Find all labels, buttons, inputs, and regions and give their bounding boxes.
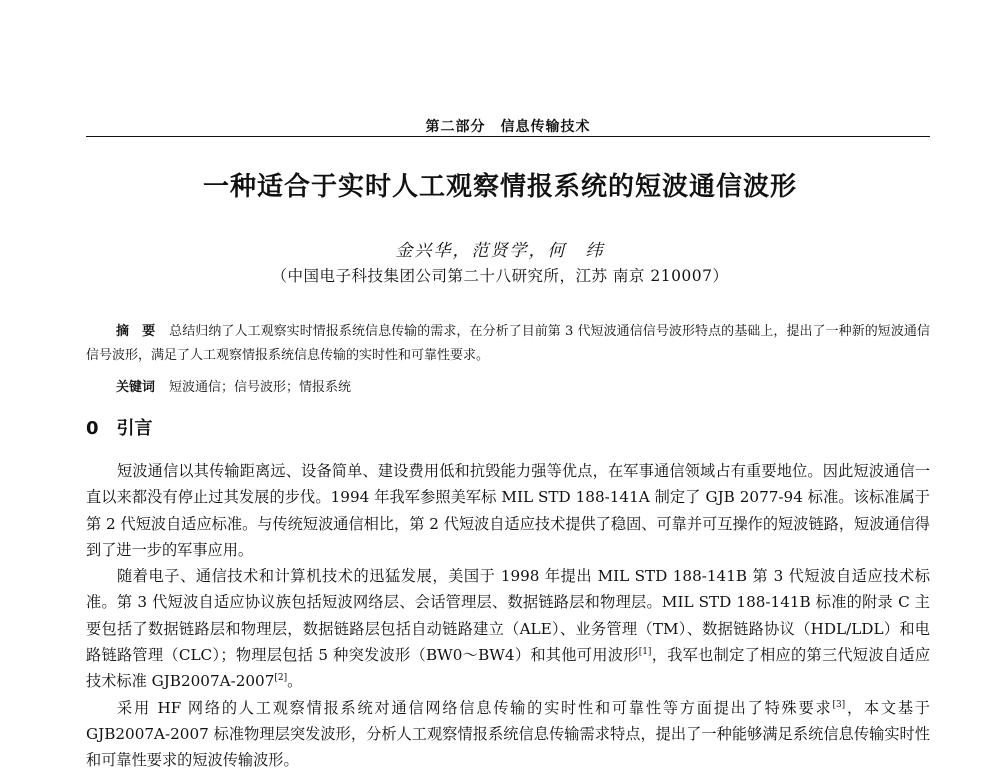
paragraph-text: ，本文基于 GJB2007A-2007 标准物理层突发波形，分析人工观察情报系统信息传输需求特点，提出了一种能够满足系统信息传输实时性和可靠性要求的短波传输波形。 bbox=[86, 698, 930, 770]
paragraph-text: 短波通信以其传输距离远、设备简单、建设费用低和抗毁能力强等优点，在军事通信领域占有重要地位。因此短波通信一直以来都没有停止过其发展的步伐。1994 年我军参照美军标 MIL STD 188-141A 制定了 GJB 2077-94 标准。该标准属于第 2 代短波自适应标准。与传统短波通信相比，第 2 代短波自适应技术提供了稳固、可靠并可互操作的短波链路，短波通信得到了进一步的军事应用。 bbox=[86, 462, 930, 559]
abstract-label: 摘 要 bbox=[116, 324, 156, 339]
paper-title: 一种适合于实时人工观察情报系统的短波通信波形 bbox=[202, 172, 797, 202]
abstract-text: 总结归纳了人工观察实时情报系统信息传输的需求，在分析了目前第 3 代短波通信信号波形特点的基础上，提出了一种新的短波通信信号波形，满足了人工观察情报系统信息传输的实时性和可靠性要求。 bbox=[86, 324, 930, 363]
citation: [1] bbox=[638, 647, 652, 658]
paragraph bbox=[86, 458, 930, 563]
header-rule bbox=[86, 136, 930, 137]
paragraph-text: ，我军也制定了相应的第三代短波自适应技术标准 GJB2007A-2007 bbox=[86, 646, 931, 691]
body-text bbox=[86, 458, 930, 774]
keywords-text: 短波通信；信号波形；情报系统 bbox=[169, 380, 352, 395]
section-number: 0 bbox=[86, 418, 99, 439]
paragraph-text: 随着电子、通信技术和计算机技术的迅猛发展，美国于 1998 年提出 MIL STD 188-141B 第 3 代短波自适应技术标准。第 3 代短波自适应协议族包括短波网络层、会话管理层、数据链路层和物理层。MIL STD 188-141B 标准的附录 C 主要包括了数据链路层和物理层，数据链路层包括自动链路建立（ALE）、业务管理（TM）、数据链路协议（HDL/LDL）和电路链路管理（CLC）；物理层包括 5 种突发波形（BW0～BW4）和其他可用波形 bbox=[86, 567, 930, 665]
paragraph-text: 采用 HF 网络的人工观察情报系统对通信网络信息传输的实时性和可靠性等方面提出了特殊要求 bbox=[117, 698, 833, 717]
section-title: 引言 bbox=[116, 418, 153, 439]
running-head: 第二部分 信息传输技术 bbox=[425, 119, 591, 135]
section-heading bbox=[86, 414, 153, 440]
paragraph bbox=[86, 563, 930, 694]
abstract bbox=[86, 320, 930, 368]
authors: 金兴华，范贤学，何 纬 bbox=[395, 241, 605, 261]
keywords bbox=[86, 378, 930, 398]
citation: [2] bbox=[274, 673, 288, 684]
paragraph bbox=[86, 695, 930, 774]
paragraph-text: 。 bbox=[287, 672, 303, 691]
keywords-label: 关键词 bbox=[116, 380, 156, 395]
citation: [3] bbox=[832, 699, 846, 710]
affiliation: （中国电子科技集团公司第二十八研究所，江苏 南京 210007） bbox=[271, 267, 729, 285]
